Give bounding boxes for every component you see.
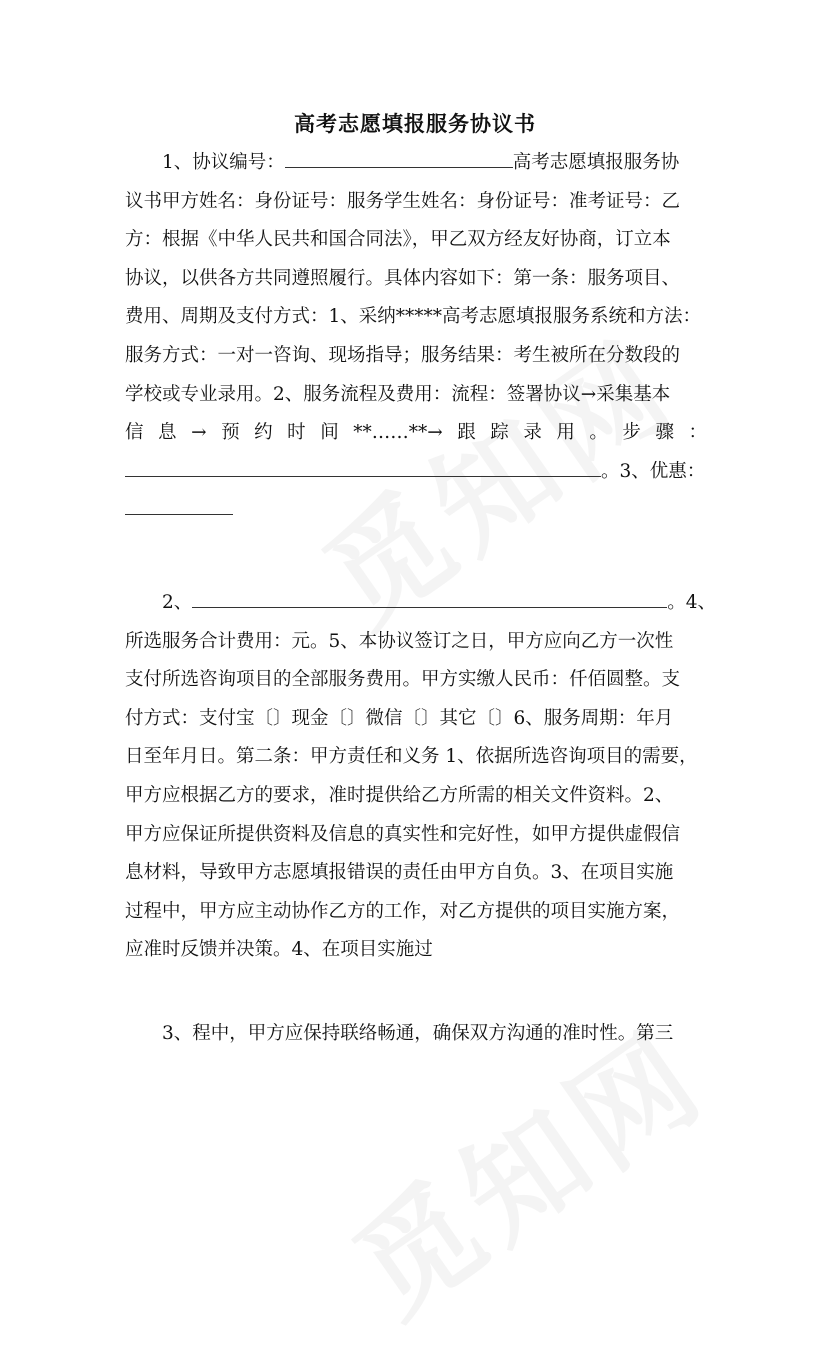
text-line: 方：根据《中华人民共和国合同法》，甲乙双方经友好协商，订立本 [125, 229, 671, 251]
text-line: 服务方式：一对一咨询、现场指导；服务结果：考生被所在分数段的 [125, 344, 681, 366]
text-line: 学校或专业录用。2、服务流程及费用：流程：签署协议→采集基本 [125, 383, 671, 405]
text-line: 协议，以供各方共同遵照履行。具体内容如下：第一条：服务项目、 [125, 267, 681, 289]
text-line: 所选服务合计费用：元。5、本协议签订之日，甲方应向乙方一次性 [125, 630, 674, 652]
text-line: 过程中，甲方应主动协作乙方的工作，对乙方提供的项目实施方案， [125, 900, 681, 922]
blank-line [285, 145, 513, 168]
text-segment: 。3、优惠： [601, 460, 706, 482]
text-token: **……**→ [353, 422, 443, 444]
text-line: 日至年月日。第二条：甲方责任和义务 1、依据所选咨询项目的需要， [125, 746, 698, 768]
text-line [125, 144, 707, 183]
blank-line [125, 454, 601, 477]
text-line: 3、程中，甲方应保持联络畅通，确保双方沟通的准时性。第三 [162, 1023, 674, 1044]
text-segment: 高考志愿填报服务协 [512, 152, 680, 173]
blank-line [192, 585, 667, 608]
text-token: 信 [125, 422, 144, 444]
text-token: 跟 [457, 422, 476, 444]
text-line: 议书甲方姓名：身份证号：服务学生姓名：身份证号：准考证号：乙 [125, 190, 681, 212]
text-line: 应准时反馈并决策。4、在项目实施过 [125, 939, 433, 961]
text-line: 费用、周期及支付方式：1、采纳*****高考志愿填报服务系统和方法： [125, 306, 702, 328]
text-line [125, 491, 707, 530]
text-token: → [191, 422, 207, 444]
text-line-spread [125, 414, 707, 453]
paragraph-3 [125, 1015, 707, 1054]
text-token: 骤 [655, 422, 674, 444]
text-line: 甲方应保证所提供资料及信息的真实性和完好性，如甲方提供虚假信 [125, 823, 681, 845]
text-token: 息 [158, 422, 177, 444]
text-line: 息材料，导致甲方志愿填报错误的责任由甲方自负。3、在项目实施 [125, 862, 674, 884]
paragraph-2 [125, 584, 717, 970]
text-token: 录 [523, 422, 542, 444]
text-token: ： [688, 422, 707, 444]
text-line [125, 453, 707, 492]
text-line: 支付所选咨询项目的全部服务费用。甲方实缴人民币：仟佰圆整。支 [125, 669, 681, 691]
document-title: 高考志愿填报服务协议书 [294, 111, 536, 136]
paragraph-1 [125, 144, 707, 530]
text-segment: 2、 [162, 592, 193, 613]
text-token: 用 [556, 422, 575, 444]
text-token: 时 [287, 422, 306, 444]
text-segment: 1、协议编号： [162, 152, 285, 173]
blank-line [125, 492, 233, 515]
text-line [125, 584, 717, 623]
text-token: 预 [221, 422, 240, 444]
text-line: 甲方应根据乙方的要求，准时提供给乙方所需的相关文件资料。2、 [125, 784, 674, 806]
text-segment: 。4、 [667, 592, 717, 613]
text-token: 。 [589, 422, 608, 444]
text-token: 间 [320, 422, 339, 444]
text-token: 步 [622, 422, 641, 444]
text-token: 踪 [490, 422, 509, 444]
text-token: 约 [254, 422, 273, 444]
text-line: 付方式：支付宝〔〕现金〔〕微信〔〕其它〔〕6、服务周期：年月 [125, 707, 674, 729]
